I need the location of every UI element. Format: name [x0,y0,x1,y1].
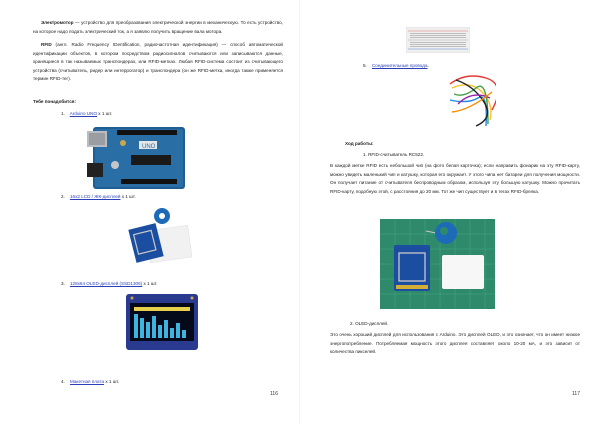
step-1-title: 1. RFID-считыватель RC522. [363,152,425,157]
item-suffix: x 1 шт. [97,111,113,116]
materials-heading: Тебе понадобится: [33,99,76,104]
item-suffix: . [427,63,429,68]
link-lcd-display[interactable]: 16x2 LCD / ЖК-дисплей [69,194,121,199]
term-rfid: RFID [41,42,52,47]
step-2-description: Это очень хороший дисплей для использования с Arduino. Это дисплей OLED, и это означает, что он имеет низкое энергопотребление. Потребляемая мощность этого дисплея составляет около 10-20 мА, и это зависит от количества пикселей. [330,332,580,355]
breadboard-image [406,27,470,53]
step-2-title: 2. OLED-дисплей. [350,321,389,326]
item-number: 1. [61,111,65,116]
page-number-left: 116 [270,391,278,397]
item-number: 5. [363,63,367,68]
material-item-oled [61,280,157,289]
link-arduino-uno[interactable]: Arduino UNO [69,111,98,116]
link-oled-display[interactable]: 128x64 OLED-дисплей (SSD1306) [69,281,143,286]
material-item-arduino [61,110,112,119]
item-number: 2. [61,194,65,199]
material-item-breadboard [61,378,119,387]
arduino-uno-image [87,121,190,193]
jumper-wires-image [446,68,496,130]
item-number: 4. [61,379,65,384]
item-suffix: x 1 шт. [142,281,158,286]
right-page [300,0,600,424]
term-motor: Электромотор [41,20,74,25]
item-number: 3. [61,281,65,286]
procedure-heading: Ход работы: [345,141,374,146]
item-suffix: x 1 шт. [120,194,136,199]
intro-paragraph-rfid [33,41,283,84]
rfid-definition: (англ. Radio Frequency IDentification, радиочастотная идентификация) — способ автоматической идентификации объектов, в котором посредством радиосигналов считываются или записываются данные, хранящиеся в так называемых транспондерах, или RFID-метках. Любая RFID-система состоит из считывающего устройства (считыватель, ридер или интеррогатор) и транспондера (он же RFID-метка, иногда также применяется термин RFID-тег). [33,42,283,82]
page-number-right: 117 [572,391,580,397]
material-item-wires [363,62,429,71]
material-item-lcd [61,193,136,202]
oled-display-image [124,292,200,352]
item-suffix: x 1 шт. [104,379,120,384]
link-jumper-wires[interactable]: Соединительные провода [371,63,428,68]
step-1-description: В каждой метке RFID есть небольшой чип (на фото белая карточка); если направить фонарик на эту RFID-карту, можно увидеть маленький чип и катушку, которая его окружает. У этого чипа нет батареи для получения мощности. Он получает питание от считывателя беспроводным образом, используя эту большую катушку. Можно прочитать RFID-карту, подобную этой, с расстояния до 20 мм. Тот же чип существует и в тегах RFID-брелка. [330,163,580,194]
rfid-kit-photo [380,219,495,309]
svg-text:UNO: UNO [142,144,156,150]
link-breadboard[interactable]: Макетная плата [69,379,105,384]
intro-paragraph-motor [33,19,283,36]
rfid-reader-image [126,204,196,264]
motor-definition: — устройство для преобразования электрической энергии в механическую. То есть устройство, на которое надо подать электрический ток, а я заявлю получить вращение вала мотора. [33,20,283,34]
